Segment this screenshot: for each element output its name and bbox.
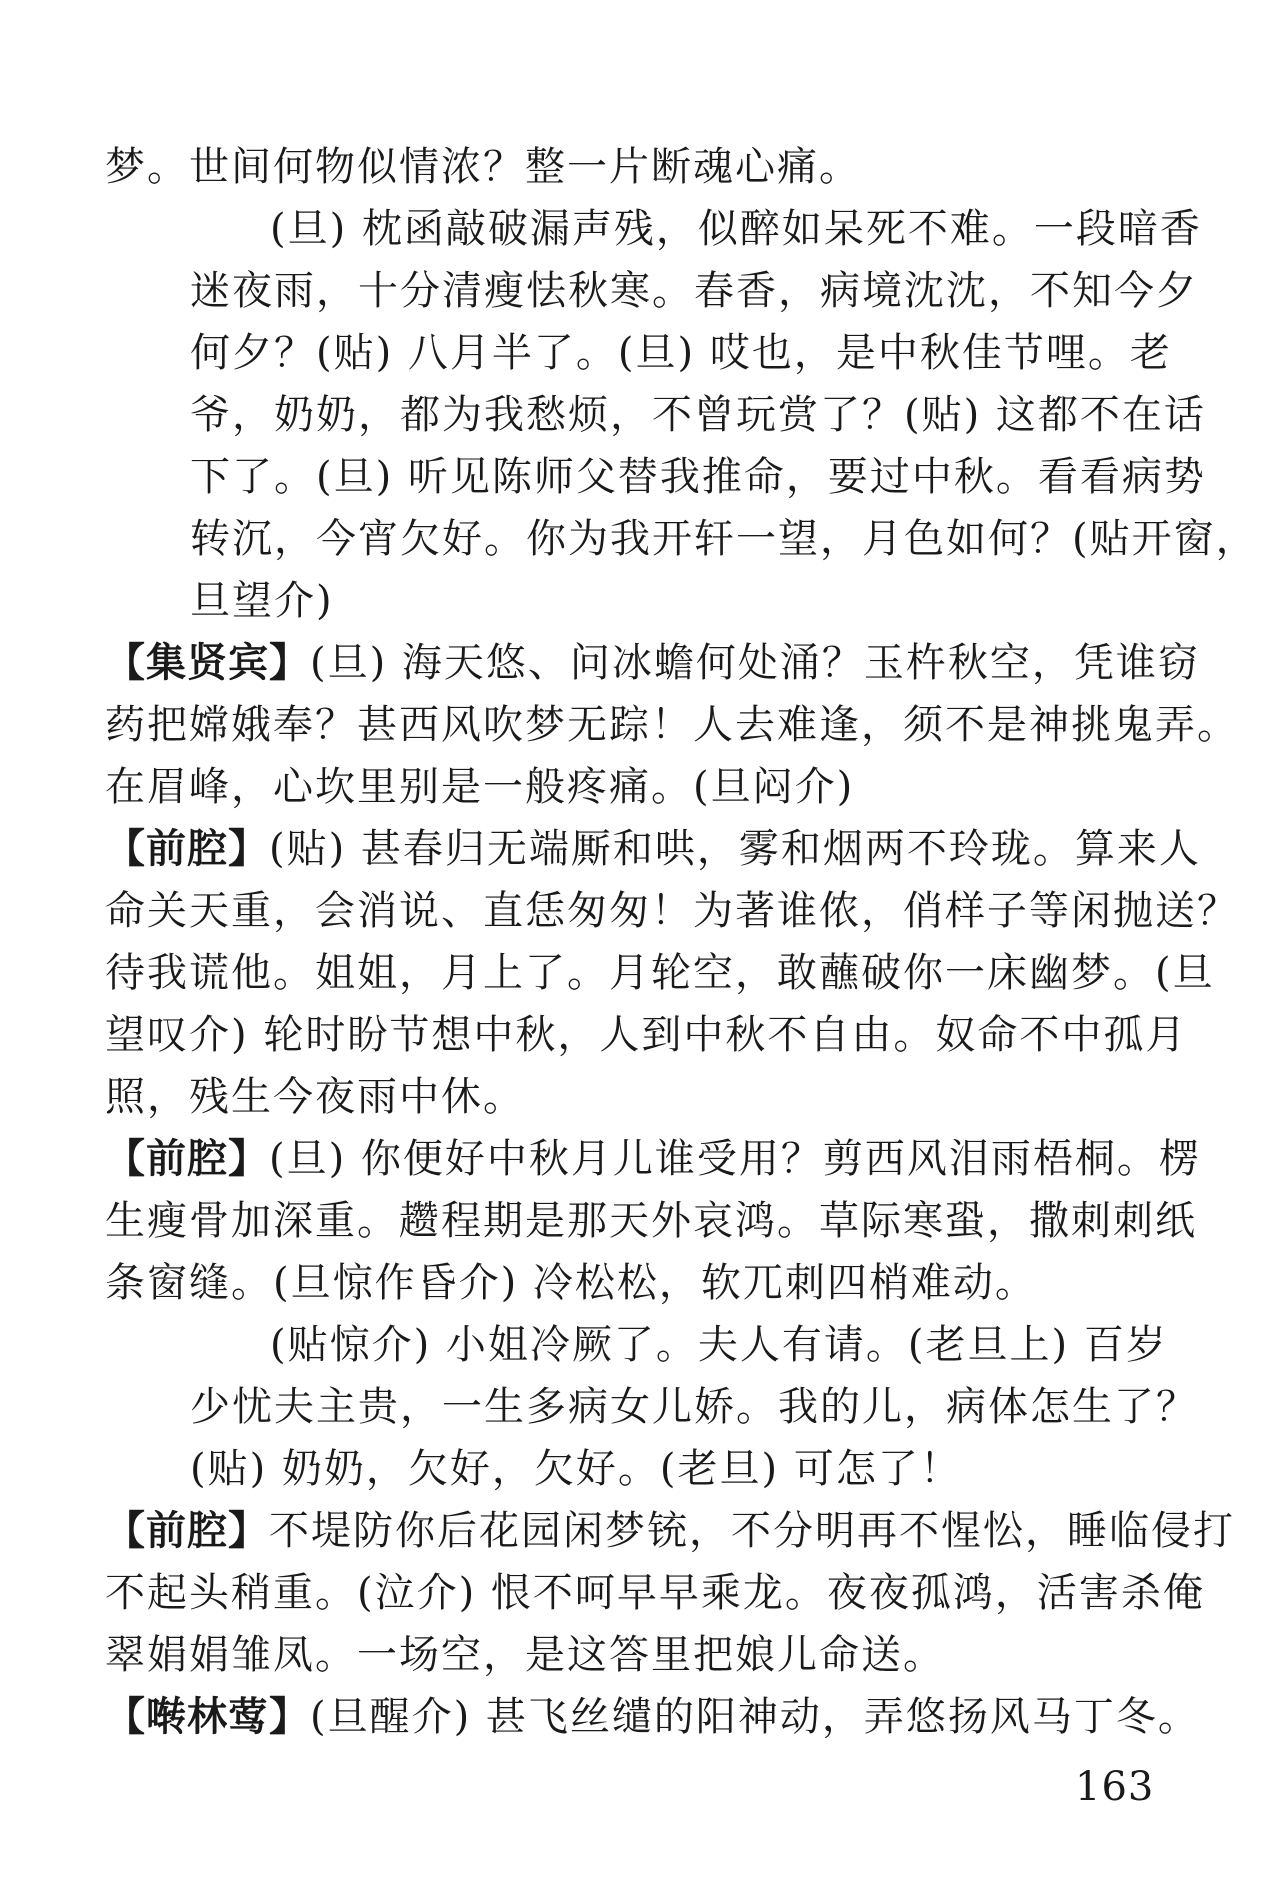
line-text: 旦望介) [190,578,334,624]
text-line [105,880,1239,942]
aria-tune-label: 【前腔】 [105,1508,269,1554]
line-text: 爷，奶奶，都为我愁烦，不曾玩赏了？(贴) 这都不在话 [190,392,1206,438]
line-text: 下了。(旦) 听见陈师父替我推命，要过中秋。看看病势 [190,454,1206,500]
line-text: 在眉峰，心坎里别是一般疼痛。(旦闷介) [105,764,855,810]
line-text: (贴) 奶奶，欠好，欠好。(老旦) 可怎了！ [190,1446,962,1492]
text-line [105,1004,1188,1066]
text-line [105,1562,1205,1624]
line-text: 待我谎他。姐姐，月上了。月轮空，敢蘸破你一床幽梦。(旦 [105,950,1215,996]
text-line [105,1128,1201,1190]
line-text: 条窗缝。(旦惊作昏介) 冷松松，软兀刺四梢难动。 [105,1260,1037,1306]
line-text: (旦) 海天悠、问冰蟾何处涌？玉杵秋空，凭谁窃 [310,640,1200,686]
page-number: 163 [1075,1764,1155,1810]
line-text: 命关天重，会消说、直恁匆匆！为著谁侬，俏样子等闲抛送？ [105,888,1239,934]
line-text: 药把嫦娥奉？甚西风吹梦无踪！人去难逢，须不是神挑鬼弄。 [105,702,1239,748]
text-line [105,508,1258,570]
text-line [105,260,1198,322]
line-text: (贴惊介) 小姐冷厥了。夫人有请。(老旦上) 百岁 [270,1322,1168,1368]
text-line [105,694,1239,756]
aria-tune-label: 【前腔】 [105,1136,269,1182]
text-line [105,136,1181,198]
text-line [105,1376,1198,1438]
line-text: 何夕？(贴) 八月半了。(旦) 哎也，是中秋佳节哩。老 [190,330,1172,376]
text-line [105,198,1202,260]
text-line [105,1252,1181,1314]
aria-tune-label: 【前腔】 [105,826,269,872]
aria-tune-label: 【集贤宾】 [105,640,310,686]
line-text: 转沉，今宵欠好。你为我开轩一望，月色如何？(贴开窗， [190,516,1258,562]
line-text: 望叹介) 轮时盼节想中秋，人到中秋不自由。奴命不中孤月 [105,1012,1188,1058]
line-text: 梦。世间何物似情浓？整一片断魂心痛。 [105,144,861,190]
line-text: 翠娟娟雏凤。一场空，是这答里把娘儿命送。 [105,1632,945,1678]
text-line [105,446,1206,508]
text-line [105,942,1215,1004]
line-text: (旦) 你便好中秋月儿谁受用？剪西风泪雨梧桐。楞 [269,1136,1201,1182]
text-body [105,136,1258,1748]
line-text: 少忧夫主贵，一生多病女儿娇。我的儿，病体怎生了？ [190,1384,1198,1430]
line-text: (贴) 甚春归无端厮和哄，雾和烟两不玲珑。算来人 [269,826,1201,872]
text-line [105,1314,1181,1376]
line-text: 迷夜雨，十分清瘦怯秋寒。春香，病境沈沈，不知今夕 [190,268,1198,314]
text-line [105,756,1181,818]
line-text: (旦) 枕函敲破漏声残，似醉如呆死不难。一段暗香 [270,206,1202,252]
line-text: (旦醒介) 甚飞丝缱的阳神动，弄悠扬风马丁冬。 [310,1694,1200,1740]
text-line [105,322,1181,384]
aria-tune-label: 【啭林莺】 [105,1694,310,1740]
text-line [105,1500,1235,1562]
text-line [105,384,1206,446]
text-line [105,1190,1197,1252]
text-line [105,570,1181,632]
text-line [105,632,1200,694]
line-text: 照，残生今夜雨中休。 [105,1074,525,1120]
text-line [105,1686,1200,1748]
text-line [105,1438,1181,1500]
text-line [105,1066,1181,1128]
line-text: 生瘦骨加深重。趱程期是那天外哀鸿。草际寒蛩，撒刺刺纸 [105,1198,1197,1244]
text-line [105,1624,1181,1686]
line-text: 不起头稍重。(泣介) 恨不呵早早乘龙。夜夜孤鸿，活害杀俺 [105,1570,1205,1616]
line-text: 不堤防你后花园闲梦铳，不分明再不惺忪，睡临侵打 [269,1508,1235,1554]
text-line [105,818,1201,880]
